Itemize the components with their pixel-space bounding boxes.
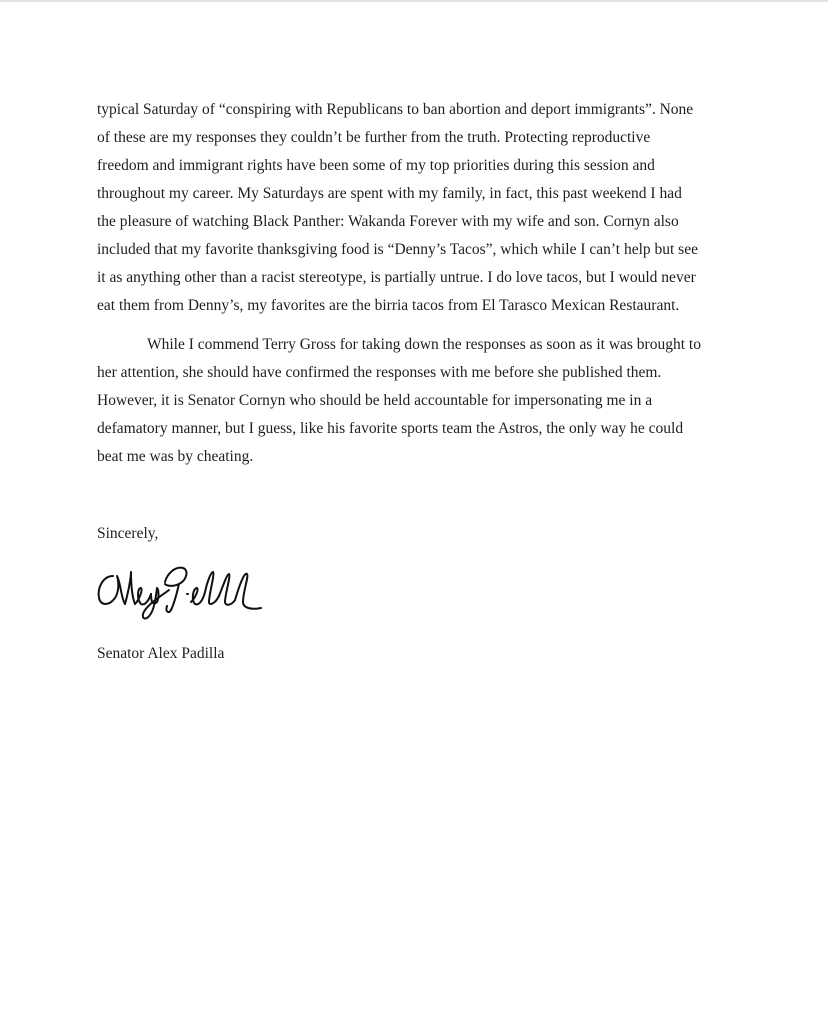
paragraph-1 [97,96,737,320]
paragraph-2-line: However, it is Senator Cornyn who should be held accountable for impersonating me in a [97,392,653,409]
paragraph-2-line: her attention, she should have confirmed the responses with me before she published them. [97,364,662,381]
closing: Sincerely, [97,525,159,542]
paragraph-1-line: typical Saturday of “conspiring with Republicans to ban abortion and deport immigrants”. None [97,101,694,118]
page-top-border [0,0,828,2]
paragraph-1-line: included that my favorite thanksgiving food is “Denny’s Tacos”, which while I can’t help but see [97,241,698,258]
signer-name: Senator Alex Padilla [97,645,225,662]
paragraph-1-line: eat them from Denny’s, my favorites are the birria tacos from El Tarasco Mexican Restaurant. [97,297,680,314]
paragraph-2-line: defamatory manner, but I guess, like his favorite sports team the Astros, the only way he could [97,420,684,437]
paragraph-1-line: of these are my responses they couldn’t be further from the truth. Protecting reproductive [97,129,651,146]
paragraph-1-line: throughout my career. My Saturdays are spent with my family, in fact, this past weekend I had [97,185,682,202]
paragraph-1-line: freedom and immigrant rights have been some of my top priorities during this session and [97,157,655,174]
paragraph-2 [97,331,737,471]
paragraph-1-line: it as anything other than a racist stereotype, is partially untrue. I do love tacos, but I would never [97,269,696,286]
paragraph-2-line: While I commend Terry Gross for taking down the responses as soon as it was brought to [147,336,701,353]
paragraph-1-line: the pleasure of watching Black Panther: Wakanda Forever with my wife and son. Cornyn also [97,213,679,230]
letter-body [97,96,737,662]
paragraph-2-line: beat me was by cheating. [97,448,254,465]
signature-image [95,560,265,624]
